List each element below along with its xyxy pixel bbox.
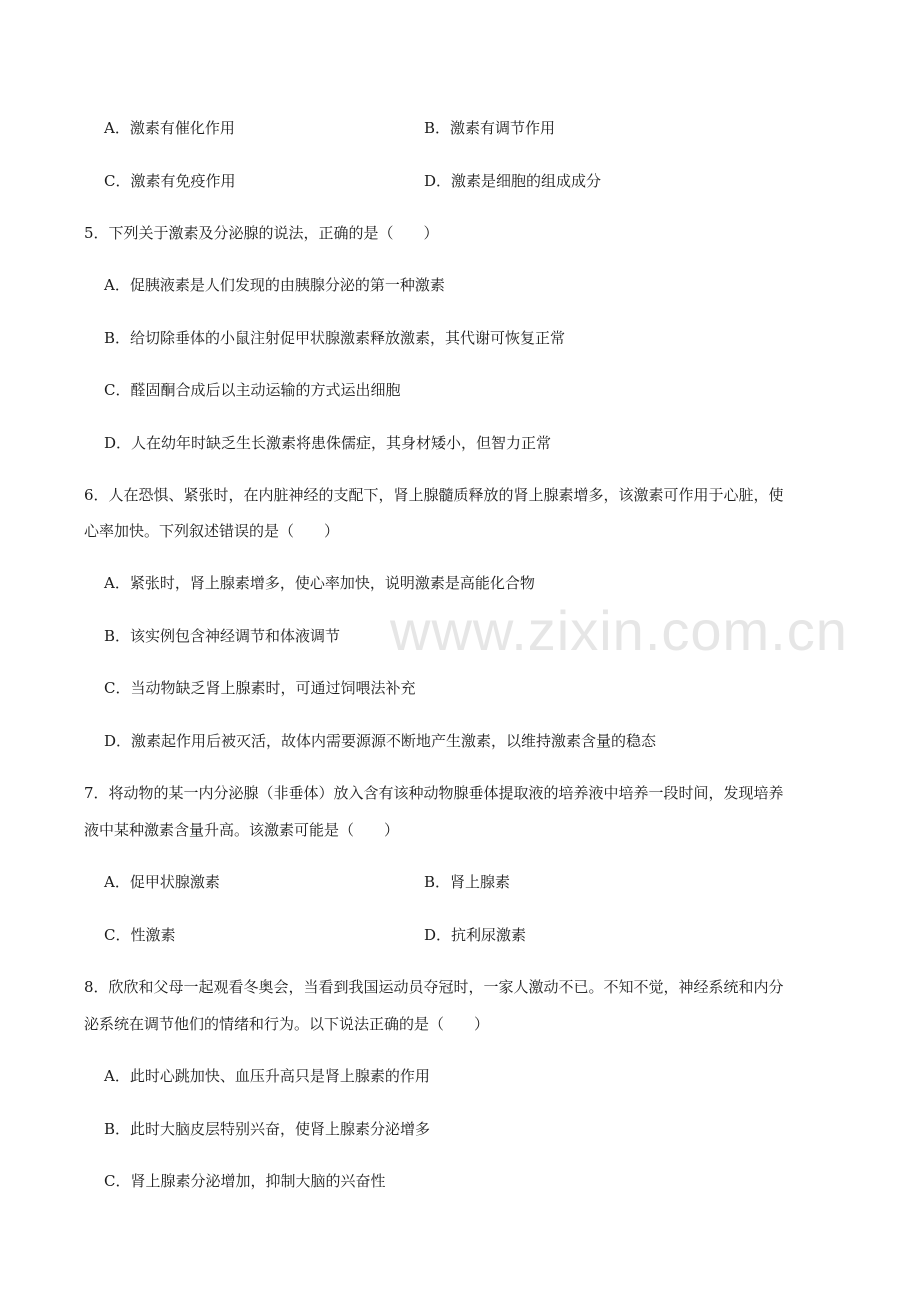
q5-option-a: A．促胰液素是人们发现的由胰腺分泌的第一种激素 bbox=[104, 276, 445, 294]
q4-option-d: D．激素是细胞的组成成分 bbox=[424, 172, 602, 190]
q5-option-c: C．醛固酮合成后以主动运输的方式运出细胞 bbox=[104, 381, 401, 399]
q7-option-b: B．肾上腺素 bbox=[424, 873, 511, 891]
q6-option-b: B．该实例包含神经调节和体液调节 bbox=[104, 627, 341, 645]
q4-option-c: C．激素有免疫作用 bbox=[104, 172, 236, 190]
q8-option-a: A．此时心跳加快、血压升高只是肾上腺素的作用 bbox=[104, 1067, 430, 1085]
q6-stem-line1: 6．人在恐惧、紧张时，在内脏神经的支配下，肾上腺髓质释放的肾上腺素增多，该激素可作用于心脏，使 bbox=[84, 486, 784, 504]
q5-stem: 5．下列关于激素及分泌腺的说法，正确的是（ ） bbox=[84, 224, 439, 242]
q5-option-b: B．给切除垂体的小鼠注射促甲状腺激素释放激素，其代谢可恢复正常 bbox=[104, 329, 566, 347]
watermark: www.zixin.com.cn bbox=[390, 599, 848, 662]
q7-option-c: C．性激素 bbox=[104, 926, 176, 944]
q6-option-a: A．紧张时，肾上腺素增多，使心率加快，说明激素是高能化合物 bbox=[104, 574, 535, 592]
q7-stem-line2: 液中某种激素含量升高。该激素可能是（ ） bbox=[84, 821, 400, 839]
q7-stem-line1: 7．将动物的某一内分泌腺（非垂体）放入含有该种动物腺垂体提取液的培养液中培养一段时间，发现培养 bbox=[84, 784, 784, 802]
q6-option-c: C．当动物缺乏肾上腺素时，可通过饲喂法补充 bbox=[104, 679, 416, 697]
q8-stem-line1: 8．欣欣和父母一起观看冬奥会，当看到我国运动员夺冠时，一家人激动不已。不知不觉，神经系统和内分 bbox=[84, 978, 784, 996]
q8-option-b: B．此时大脑皮层特别兴奋，使肾上腺素分泌增多 bbox=[104, 1120, 431, 1138]
q4-option-a: A．激素有催化作用 bbox=[104, 119, 235, 137]
q4-option-b: B．激素有调节作用 bbox=[424, 119, 556, 137]
q6-option-d: D．激素起作用后被灭活，故体内需要源源不断地产生激素，以维持激素含量的稳态 bbox=[104, 732, 657, 750]
q6-stem-line2: 心率加快。下列叙述错误的是（ ） bbox=[84, 522, 340, 540]
q5-option-d: D．人在幼年时缺乏生长激素将患侏儒症，其身材矮小，但智力正常 bbox=[104, 434, 552, 452]
q8-option-c: C．肾上腺素分泌增加，抑制大脑的兴奋性 bbox=[104, 1172, 386, 1190]
q7-option-d: D．抗利尿激素 bbox=[424, 926, 527, 944]
q8-stem-line2: 泌系统在调节他们的情绪和行为。以下说法正确的是（ ） bbox=[84, 1015, 490, 1033]
q7-option-a: A．促甲状腺激素 bbox=[104, 873, 220, 891]
